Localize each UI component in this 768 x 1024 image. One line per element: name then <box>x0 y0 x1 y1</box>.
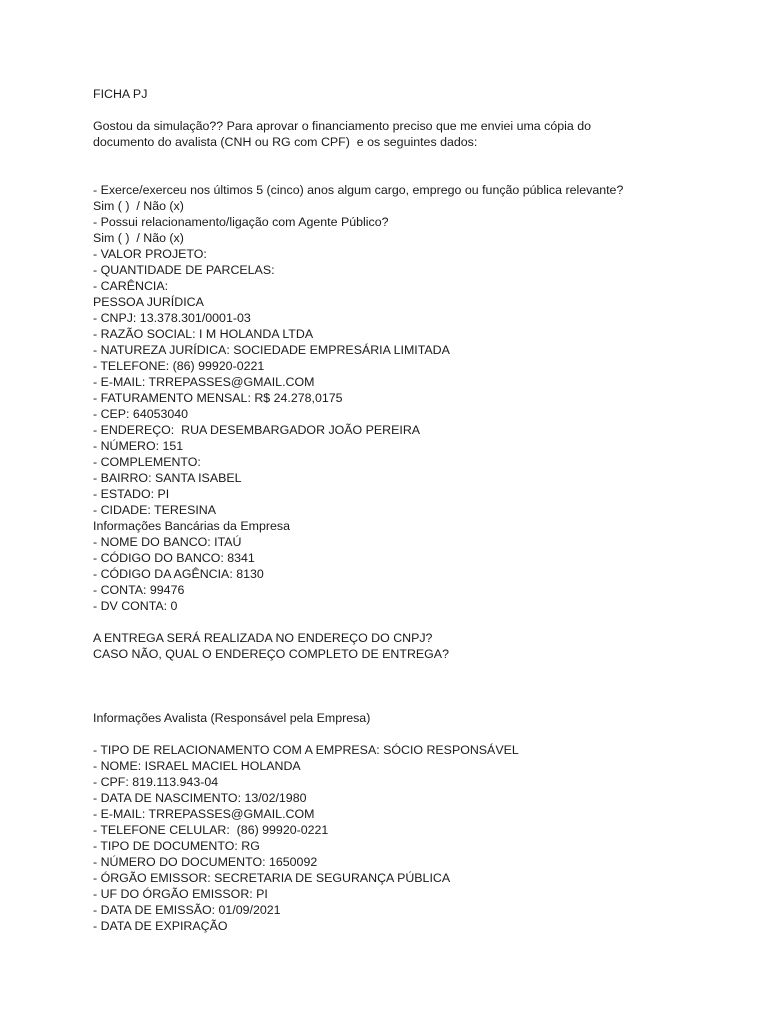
field-cep: - CEP: 64053040 <box>93 407 189 421</box>
field-complemento: - COMPLEMENTO: <box>93 455 201 469</box>
intro-line: Gostou da simulação?? Para aprovar o financiamento preciso que me enviei uma cópia do <box>93 119 591 133</box>
intro-line: documento do avalista (CNH ou RG com CPF) e os seguintes dados: <box>93 135 478 149</box>
delivery-question: A ENTREGA SERÁ REALIZADA NO ENDEREÇO DO CNPJ? <box>93 631 433 645</box>
field-razao-social: - RAZÃO SOCIAL: I M HOLANDA LTDA <box>93 327 314 341</box>
question-answer: Sim ( ) / Não (x) <box>93 231 184 245</box>
section-heading-bank: Informações Bancárias da Empresa <box>93 519 290 533</box>
field-codigo-banco: - CÓDIGO DO BANCO: 8341 <box>93 551 255 565</box>
field-natureza-juridica: - NATUREZA JURÍDICA: SOCIEDADE EMPRESÁRIA LIMITADA <box>93 343 450 357</box>
field-dv-conta: - DV CONTA: 0 <box>93 599 178 613</box>
field-numero: - NÚMERO: 151 <box>93 439 184 453</box>
field-telefone-celular: - TELEFONE CELULAR: (86) 99920-0221 <box>93 823 329 837</box>
field-carencia: - CARÊNCIA: <box>93 279 169 293</box>
field-telefone: - TELEFONE: (86) 99920-0221 <box>93 359 265 373</box>
field-codigo-agencia: - CÓDIGO DA AGÊNCIA: 8130 <box>93 567 264 581</box>
field-cpf: - CPF: 819.113.943-04 <box>93 775 219 789</box>
field-conta: - CONTA: 99476 <box>93 583 185 597</box>
field-bairro: - BAIRRO: SANTA ISABEL <box>93 471 242 485</box>
question-line: - Possui relacionamento/ligação com Agente Público? <box>93 215 389 229</box>
field-tipo-relacionamento: - TIPO DE RELACIONAMENTO COM A EMPRESA: SÓCIO RESPONSÁVEL <box>93 743 519 757</box>
field-valor-projeto: - VALOR PROJETO: <box>93 247 207 261</box>
delivery-question: CASO NÃO, QUAL O ENDEREÇO COMPLETO DE ENTREGA? <box>93 647 449 661</box>
document-title: FICHA PJ <box>93 87 148 101</box>
field-data-expiracao: - DATA DE EXPIRAÇÃO <box>93 919 228 933</box>
section-heading-avalista: Informações Avalista (Responsável pela Empresa) <box>93 711 371 725</box>
question-line: - Exerce/exerceu nos últimos 5 (cinco) anos algum cargo, emprego ou função pública relevante? <box>93 183 624 197</box>
field-faturamento: - FATURAMENTO MENSAL: R$ 24.278,0175 <box>93 391 343 405</box>
field-nome: - NOME: ISRAEL MACIEL HOLANDA <box>93 759 301 773</box>
field-data-emissao: - DATA DE EMISSÃO: 01/09/2021 <box>93 903 281 917</box>
field-numero-documento: - NÚMERO DO DOCUMENTO: 1650092 <box>93 855 318 869</box>
section-heading-pj: PESSOA JURÍDICA <box>93 295 204 309</box>
field-endereco: - ENDEREÇO: RUA DESEMBARGADOR JOÃO PEREIRA <box>93 423 421 437</box>
field-email-avalista: - E-MAIL: TRREPASSES@GMAIL.COM <box>93 807 315 821</box>
field-nome-banco: - NOME DO BANCO: ITAÚ <box>93 535 242 549</box>
field-tipo-documento: - TIPO DE DOCUMENTO: RG <box>93 839 260 853</box>
field-estado: - ESTADO: PI <box>93 487 170 501</box>
field-cidade: - CIDADE: TERESINA <box>93 503 217 517</box>
field-uf-orgao-emissor: - UF DO ÓRGÃO EMISSOR: PI <box>93 887 268 901</box>
question-answer: Sim ( ) / Não (x) <box>93 199 184 213</box>
field-cnpj: - CNPJ: 13.378.301/0001-03 <box>93 311 251 325</box>
field-quantidade-parcelas: - QUANTIDADE DE PARCELAS: <box>93 263 275 277</box>
field-orgao-emissor: - ÓRGÃO EMISSOR: SECRETARIA DE SEGURANÇA PÚBLICA <box>93 871 451 885</box>
document-page <box>93 86 733 934</box>
field-email: - E-MAIL: TRREPASSES@GMAIL.COM <box>93 375 315 389</box>
field-data-nascimento: - DATA DE NASCIMENTO: 13/02/1980 <box>93 791 307 805</box>
